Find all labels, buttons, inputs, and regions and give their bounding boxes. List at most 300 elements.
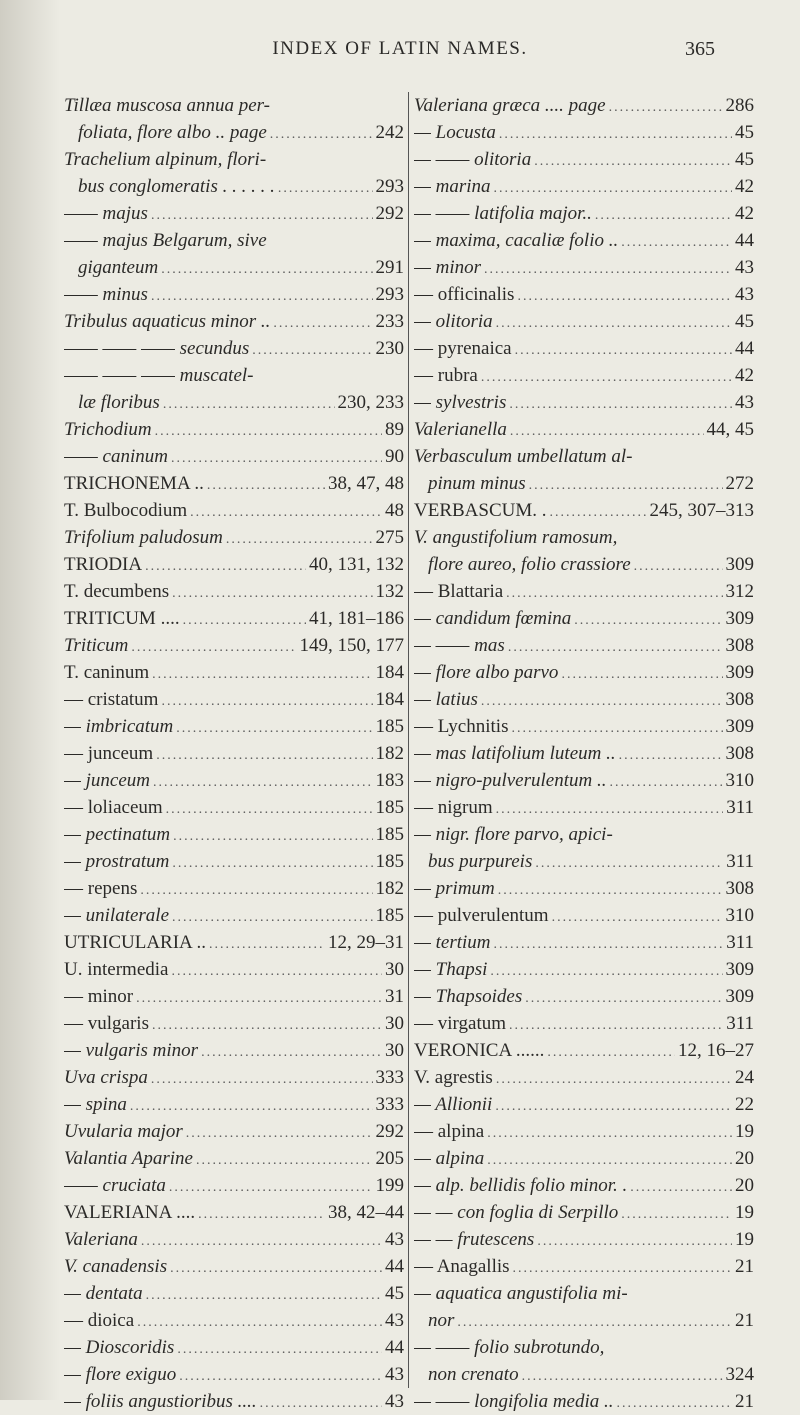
index-entry	[64, 1307, 404, 1334]
entry-name: — vulgaris minor	[64, 1040, 199, 1061]
entry-page-ref: 44	[735, 230, 754, 251]
leader-dots	[172, 904, 372, 929]
index-entry	[64, 1388, 404, 1415]
entry-page-ref: 44	[385, 1337, 404, 1358]
leader-dots	[621, 229, 732, 254]
entry-page-ref: 185	[375, 905, 404, 926]
running-title: INDEX OF LATIN NAMES.	[272, 38, 528, 59]
leader-dots	[617, 1390, 732, 1415]
leader-dots	[156, 742, 372, 767]
index-entry	[64, 335, 404, 362]
leader-dots	[198, 1201, 325, 1226]
entry-page-ref: 309	[725, 716, 754, 737]
entry-name: — pectinatum	[64, 824, 171, 845]
leader-dots	[196, 1147, 373, 1172]
entry-page-ref: 89	[385, 419, 404, 440]
entry-page-ref: 31	[385, 986, 404, 1007]
index-entry	[414, 173, 754, 200]
entry-name: giganteum	[78, 257, 159, 278]
index-entry	[64, 497, 404, 524]
leader-dots	[487, 1147, 732, 1172]
entry-name: T. decumbens	[64, 581, 170, 602]
leader-dots	[609, 94, 723, 119]
index-entry	[64, 1199, 404, 1226]
index-entry	[414, 956, 754, 983]
entry-page-ref: 308	[725, 689, 754, 710]
leader-dots	[496, 796, 724, 821]
leader-dots	[136, 985, 382, 1010]
index-entry	[64, 1118, 404, 1145]
leader-dots	[634, 553, 723, 578]
entry-page-ref: 293	[375, 176, 404, 197]
index-entry	[64, 902, 404, 929]
leader-dots	[561, 661, 722, 686]
entry-name: V. canadensis	[64, 1256, 168, 1277]
entry-name: — Dioscoridis	[64, 1337, 175, 1358]
index-column-right	[414, 92, 754, 1415]
entry-name: — unilaterale	[64, 905, 170, 926]
leader-dots	[511, 715, 722, 740]
entry-name: VERBASCUM. .	[414, 500, 547, 521]
index-entry	[414, 389, 754, 416]
entry-name: — mas latifolium luteum ..	[414, 743, 616, 764]
leader-dots	[151, 283, 373, 308]
entry-name: — spina	[64, 1094, 127, 1115]
index-entry	[414, 1388, 754, 1415]
leader-dots	[226, 526, 373, 551]
entry-name: Uvularia major	[64, 1121, 183, 1142]
index-entry	[64, 362, 404, 389]
entry-page-ref: 12, 16–27	[678, 1040, 754, 1061]
leader-dots	[517, 283, 732, 308]
entry-page-ref: 308	[725, 743, 754, 764]
entry-page-ref: 308	[725, 878, 754, 899]
index-entry	[414, 902, 754, 929]
entry-name: —— caninum	[64, 446, 168, 467]
leader-dots	[278, 175, 373, 200]
page-edge-shadow	[0, 0, 60, 1400]
entry-name: Valerianella	[414, 419, 507, 440]
index-entry	[414, 1199, 754, 1226]
entry-page-ref: 43	[735, 284, 754, 305]
index-entry	[64, 983, 404, 1010]
index-entry	[414, 362, 754, 389]
index-entry	[64, 443, 404, 470]
entry-page-ref: 230	[375, 338, 404, 359]
entry-name: — loliaceum	[64, 797, 163, 818]
leader-dots	[183, 607, 306, 632]
index-entry	[64, 1145, 404, 1172]
entry-page-ref: 45	[735, 311, 754, 332]
entry-page-ref: 292	[375, 1121, 404, 1142]
leader-dots	[550, 499, 647, 524]
entry-name: — nigro-pulverulentum ..	[414, 770, 607, 791]
index-entry	[414, 227, 754, 254]
leader-dots	[171, 445, 382, 470]
entry-page-ref: 199	[375, 1175, 404, 1196]
leader-dots	[490, 958, 722, 983]
entry-page-ref: 19	[735, 1229, 754, 1250]
leader-dots	[487, 1120, 732, 1145]
entry-name: TRIODIA	[64, 554, 143, 575]
index-entry	[64, 1280, 404, 1307]
index-entry	[414, 200, 754, 227]
leader-dots	[173, 823, 372, 848]
entry-page-ref: 41, 181–186	[309, 608, 404, 629]
entry-name: — — con foglia di Serpillo	[414, 1202, 619, 1223]
entry-page-ref: 132	[375, 581, 404, 602]
index-entry	[414, 1307, 754, 1334]
index-entry	[414, 416, 754, 443]
entry-name: — sylvestris	[414, 392, 507, 413]
leader-dots	[499, 121, 732, 146]
entry-name: — Locusta	[414, 122, 496, 143]
leader-dots	[496, 1066, 732, 1091]
entry-name: — dioica	[64, 1310, 135, 1331]
entry-name: TRITICUM ....	[64, 608, 180, 629]
entry-page-ref: 292	[375, 203, 404, 224]
page-header	[0, 38, 800, 68]
entry-name: — latius	[414, 689, 478, 710]
index-entry	[414, 686, 754, 713]
leader-dots	[494, 175, 732, 200]
index-entry	[414, 983, 754, 1010]
entry-name: — nigr. flore parvo, apici-	[414, 824, 613, 845]
leader-dots	[151, 1066, 373, 1091]
index-entry	[64, 1037, 404, 1064]
entry-page-ref: 333	[375, 1094, 404, 1115]
leader-dots	[609, 769, 722, 794]
entry-name: — Blattaria	[414, 581, 504, 602]
leader-dots	[273, 310, 372, 335]
leader-dots	[515, 337, 732, 362]
leader-dots	[547, 1039, 675, 1064]
leader-dots	[529, 472, 723, 497]
leader-dots	[155, 418, 382, 443]
index-entry	[414, 281, 754, 308]
index-entry	[64, 686, 404, 713]
entry-page-ref: 311	[726, 797, 754, 818]
index-entry	[414, 335, 754, 362]
entry-page-ref: 242	[375, 122, 404, 143]
index-entry	[414, 821, 754, 848]
index-entry	[64, 740, 404, 767]
entry-page-ref: 310	[725, 905, 754, 926]
entry-page-ref: 309	[725, 986, 754, 1007]
entry-name: U. intermedia	[64, 959, 169, 980]
index-entry	[64, 1334, 404, 1361]
entry-page-ref: 21	[735, 1256, 754, 1277]
index-entry	[414, 1361, 754, 1388]
entry-page-ref: 45	[385, 1283, 404, 1304]
index-entry	[64, 92, 404, 119]
index-entry	[414, 497, 754, 524]
leader-dots	[145, 553, 306, 578]
entry-page-ref: 183	[375, 770, 404, 791]
leader-dots	[484, 256, 732, 281]
leader-dots	[209, 931, 325, 956]
leader-dots	[574, 607, 722, 632]
entry-page-ref: 185	[375, 851, 404, 872]
column-divider	[408, 92, 409, 1388]
entry-name: Verbasculum umbellatum al-	[414, 446, 633, 467]
entry-name: — maxima, cacaliæ folio ..	[414, 230, 619, 251]
leader-dots	[621, 1201, 732, 1226]
leader-dots	[169, 1174, 373, 1199]
index-column-left	[64, 92, 404, 1415]
entry-name: bus purpureis	[428, 851, 533, 872]
entry-name: — candidum fœmina	[414, 608, 572, 629]
leader-dots	[146, 1282, 382, 1307]
index-entry	[414, 713, 754, 740]
index-entry	[64, 713, 404, 740]
index-entry	[414, 443, 754, 470]
leader-dots	[166, 796, 373, 821]
entry-name: — —— olitoria	[414, 149, 532, 170]
leader-dots	[494, 931, 724, 956]
entry-name: — vulgaris	[64, 1013, 149, 1034]
entry-name: — repens	[64, 878, 138, 899]
entry-name: Tillæa muscosa annua per-	[64, 95, 270, 116]
entry-name: — Thapsi	[414, 959, 488, 980]
entry-name: Valantia Aparine	[64, 1148, 193, 1169]
index-entry	[414, 92, 754, 119]
index-entry	[414, 1091, 754, 1118]
leader-dots	[457, 1309, 732, 1334]
entry-page-ref: 38, 47, 48	[328, 473, 404, 494]
index-entry	[64, 578, 404, 605]
entry-page-ref: 182	[375, 878, 404, 899]
index-entry	[414, 875, 754, 902]
entry-name: V. angustifolium ramosum,	[414, 527, 618, 548]
index-entry	[64, 308, 404, 335]
leader-dots	[207, 472, 325, 497]
leader-dots	[163, 391, 335, 416]
entry-name: Uva crispa	[64, 1067, 148, 1088]
entry-name: Trifolium paludosum	[64, 527, 223, 548]
entry-page-ref: 38, 42–44	[328, 1202, 404, 1223]
leader-dots	[201, 1039, 382, 1064]
leader-dots	[509, 1012, 723, 1037]
entry-name: — nigrum	[414, 797, 493, 818]
entry-name: — pyrenaica	[414, 338, 512, 359]
entry-name: — minor	[414, 257, 482, 278]
entry-name: — primum	[414, 878, 495, 899]
entry-page-ref: 185	[375, 824, 404, 845]
leader-dots	[179, 1363, 382, 1388]
entry-page-ref: 42	[735, 176, 754, 197]
entry-page-ref: 205	[375, 1148, 404, 1169]
leader-dots	[534, 148, 732, 173]
entry-page-ref: 310	[725, 770, 754, 791]
entry-name: — imbricatum	[64, 716, 174, 737]
leader-dots	[513, 1255, 732, 1280]
leader-dots	[510, 418, 704, 443]
entry-name: —— majus Belgarum, sive	[64, 230, 267, 251]
leader-dots	[140, 877, 372, 902]
index-entry	[64, 632, 404, 659]
entry-name: — minor	[64, 986, 134, 1007]
entry-name: — aquatica angustifolia mi-	[414, 1283, 628, 1304]
entry-page-ref: 43	[735, 392, 754, 413]
entry-page-ref: 30	[385, 1040, 404, 1061]
leader-dots	[535, 850, 723, 875]
index-entry	[414, 308, 754, 335]
index-entry	[64, 875, 404, 902]
entry-page-ref: 21	[735, 1391, 754, 1412]
entry-page-ref: 19	[735, 1202, 754, 1223]
entry-page-ref: 245, 307–313	[649, 500, 754, 521]
entry-name: læ floribus	[78, 392, 160, 413]
entry-page-ref: 230, 233	[337, 392, 404, 413]
index-entry	[414, 659, 754, 686]
leader-dots	[260, 1390, 382, 1415]
entry-page-ref: 43	[385, 1310, 404, 1331]
entry-page-ref: 291	[375, 257, 404, 278]
entry-page-ref: 308	[725, 635, 754, 656]
index-entry	[64, 605, 404, 632]
entry-page-ref: 309	[725, 608, 754, 629]
entry-name: — dentata	[64, 1283, 143, 1304]
index-entry	[414, 632, 754, 659]
index-entry	[414, 146, 754, 173]
index-entry	[64, 416, 404, 443]
leader-dots	[509, 391, 732, 416]
leader-dots	[153, 769, 372, 794]
entry-page-ref: 185	[375, 716, 404, 737]
leader-dots	[161, 256, 372, 281]
entry-page-ref: 19	[735, 1121, 754, 1142]
entry-page-ref: 42	[735, 203, 754, 224]
index-entry	[414, 1253, 754, 1280]
entry-page-ref: 30	[385, 1013, 404, 1034]
index-entry	[414, 119, 754, 146]
leader-dots	[176, 715, 372, 740]
entry-page-ref: 44	[385, 1256, 404, 1277]
entry-page-ref: 311	[726, 1013, 754, 1034]
entry-name: — Lychnitis	[414, 716, 509, 737]
entry-name: Tribulus aquaticus minor ..	[64, 311, 271, 332]
entry-page-ref: 182	[375, 743, 404, 764]
entry-name: — olitoria	[414, 311, 493, 332]
entry-page-ref: 309	[725, 662, 754, 683]
index-entry	[64, 1091, 404, 1118]
entry-name: — prostratum	[64, 851, 170, 872]
leader-dots	[152, 661, 372, 686]
index-entry	[64, 281, 404, 308]
entry-name: — rubra	[414, 365, 478, 386]
leader-dots	[506, 580, 722, 605]
entry-name: Valeriana	[64, 1229, 138, 1250]
entry-page-ref: 40, 131, 132	[309, 554, 404, 575]
entry-page-ref: 45	[735, 122, 754, 143]
leader-dots	[152, 1012, 382, 1037]
index-entry	[414, 1172, 754, 1199]
leader-dots	[496, 310, 732, 335]
entry-name: non crenato	[428, 1364, 519, 1385]
entry-page-ref: 43	[385, 1229, 404, 1250]
entry-name: — Anagallis	[414, 1256, 510, 1277]
entry-page-ref: 24	[735, 1067, 754, 1088]
leader-dots	[172, 850, 372, 875]
entry-name: V. agrestis	[414, 1067, 493, 1088]
index-entry	[64, 227, 404, 254]
index-entry	[64, 767, 404, 794]
entry-page-ref: 43	[385, 1364, 404, 1385]
entry-name: —— cruciata	[64, 1175, 166, 1196]
entry-page-ref: 30	[385, 959, 404, 980]
leader-dots	[131, 634, 296, 659]
index-entry	[414, 740, 754, 767]
page-number: 365	[685, 38, 715, 60]
leader-dots	[508, 634, 723, 659]
index-entry	[64, 659, 404, 686]
entry-name: —— —— —— muscatel-	[64, 365, 254, 386]
entry-name: — officinalis	[414, 284, 515, 305]
index-entry	[64, 524, 404, 551]
index-entry	[64, 551, 404, 578]
entry-page-ref: 333	[375, 1067, 404, 1088]
index-entry	[414, 767, 754, 794]
leader-dots	[595, 202, 732, 227]
leader-dots	[630, 1174, 732, 1199]
entry-name: foliata, flore albo .. page	[78, 122, 267, 143]
entry-name: Trachelium alpinum, flori-	[64, 149, 267, 170]
index-entry	[414, 848, 754, 875]
entry-name: — —— mas	[414, 635, 505, 656]
leader-dots	[619, 742, 723, 767]
entry-page-ref: 275	[375, 527, 404, 548]
entry-page-ref: 311	[726, 932, 754, 953]
entry-page-ref: 44, 45	[706, 419, 754, 440]
entry-name: UTRICULARIA ..	[64, 932, 206, 953]
index-entry	[64, 1253, 404, 1280]
entry-name: — flore exiguo	[64, 1364, 177, 1385]
leader-dots	[537, 1228, 732, 1253]
index-entry	[64, 821, 404, 848]
entry-name: — Thapsoides	[414, 986, 523, 1007]
entry-page-ref: 22	[735, 1094, 754, 1115]
entry-name: — — frutescens	[414, 1229, 535, 1250]
leader-dots	[270, 121, 373, 146]
entry-name: Trichodium	[64, 419, 152, 440]
entry-name: TRICHONEMA ..	[64, 473, 204, 494]
entry-name: — —— folio subrotundo,	[414, 1337, 605, 1358]
entry-name: — junceum	[64, 743, 154, 764]
entry-name: —— —— —— secundus	[64, 338, 250, 359]
entry-page-ref: 21	[735, 1310, 754, 1331]
entry-name: VALERIANA ....	[64, 1202, 196, 1223]
entry-name: —— majus	[64, 203, 148, 224]
index-entry	[64, 119, 404, 146]
index-entry	[414, 794, 754, 821]
entry-page-ref: 309	[725, 959, 754, 980]
leader-dots	[170, 1255, 382, 1280]
index-entry	[414, 1037, 754, 1064]
index-entry	[64, 146, 404, 173]
index-entry	[64, 173, 404, 200]
leader-dots	[151, 202, 373, 227]
leader-dots	[552, 904, 723, 929]
index-entry	[414, 578, 754, 605]
index-entry	[414, 929, 754, 956]
entry-page-ref: 44	[735, 338, 754, 359]
entry-name: nor	[428, 1310, 455, 1331]
index-entry	[64, 794, 404, 821]
entry-name: — alp. bellidis folio minor. .	[414, 1175, 628, 1196]
entry-page-ref: 309	[725, 554, 754, 575]
entry-name: Triticum	[64, 635, 129, 656]
